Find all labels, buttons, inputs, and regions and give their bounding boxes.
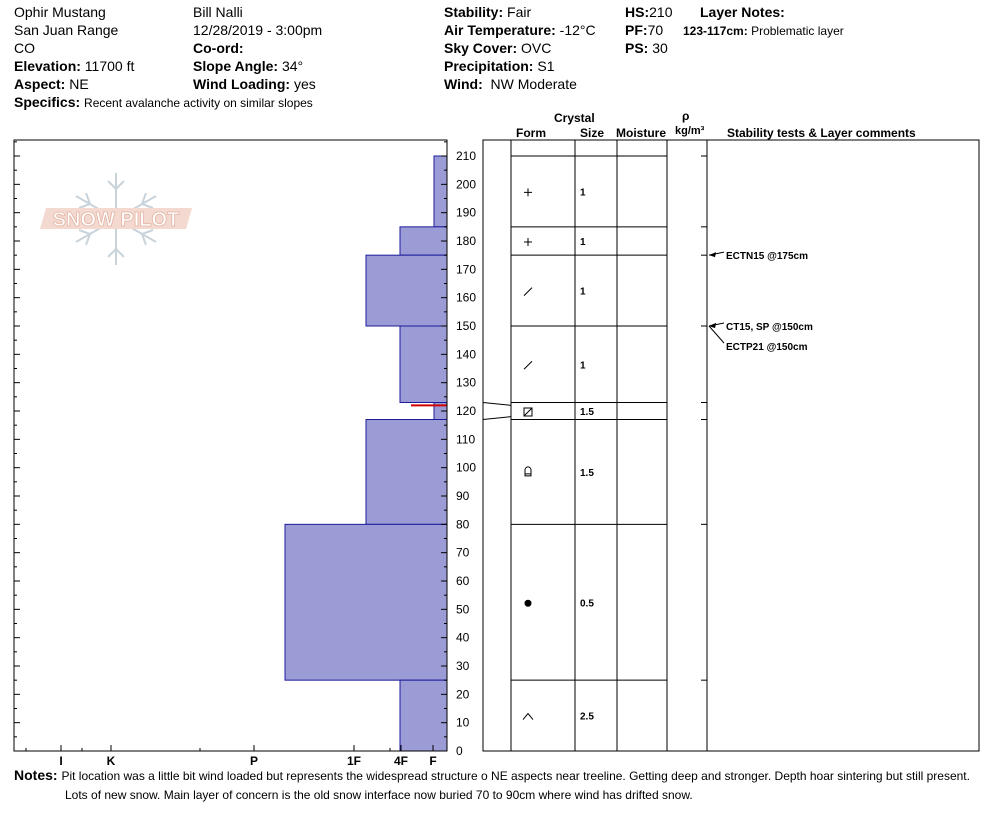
hardness-bar-1	[400, 227, 447, 255]
depth-label-130: 130	[456, 375, 477, 390]
crystal-size-3: 1	[580, 360, 586, 372]
coord-label: Co-ord:	[193, 40, 244, 56]
depth-label-80: 80	[456, 517, 470, 532]
depth-label-60: 60	[456, 574, 470, 589]
depth-label-150: 150	[456, 319, 477, 334]
depth-label-30: 30	[456, 659, 470, 674]
stability-label: Stability:	[444, 4, 504, 20]
crystal-form-box-4	[524, 408, 532, 416]
crystal-size-0: 1	[580, 187, 586, 199]
crystal-size-2: 1	[580, 286, 586, 298]
snow-pilot-logo	[40, 173, 192, 265]
crystal-size-4: 1.5	[580, 407, 594, 419]
hardness-label-4F: 4F	[393, 754, 409, 768]
hardness-profile	[285, 156, 447, 751]
depth-label-90: 90	[456, 489, 470, 504]
hardness-label-P: P	[249, 754, 259, 768]
aspect-value: NE	[69, 76, 89, 92]
moisture-header: Moisture	[616, 126, 667, 140]
crystal-header: Crystal	[554, 111, 595, 125]
air-temp-value: -12°C	[559, 22, 596, 38]
wind-label: Wind:	[444, 76, 483, 92]
depth-label-0: 0	[456, 744, 463, 758]
specifics-value: Recent avalanche activity on similar slopes	[84, 96, 313, 110]
density-unit-header: kg/m³	[675, 125, 705, 137]
layer-note-range: 123-117cm:	[683, 24, 748, 38]
hardness-bar-0	[434, 156, 447, 227]
depth-label-140: 140	[456, 347, 477, 362]
aspect-label: Aspect:	[14, 76, 66, 92]
crystal-form-caret-7	[523, 714, 533, 720]
hardness-bar-3	[400, 326, 447, 402]
stability-header: Stability tests & Layer comments	[727, 126, 916, 140]
size-header: Size	[580, 126, 605, 140]
rho-header: ρ	[682, 109, 690, 123]
notes-line-2: Lots of new snow. Main layer of concern is the old snow interface now buried 70 to 90cm where wind has drifted snow.	[65, 788, 693, 802]
slope-label: Slope Angle:	[193, 58, 279, 74]
stability-tests	[709, 251, 813, 353]
elevation-label: Elevation:	[14, 58, 81, 74]
depth-label-200: 200	[456, 177, 477, 192]
logo-text: SNOW PILOT	[52, 209, 180, 231]
location-name: Ophir Mustang	[14, 4, 106, 20]
depth-label-50: 50	[456, 602, 470, 617]
mountain-range: San Juan Range	[14, 22, 119, 38]
depth-label-210: 210	[456, 149, 477, 164]
layer-table	[483, 156, 707, 723]
connector-123	[483, 403, 511, 406]
hardness-bar-6	[285, 524, 447, 680]
depth-label-70: 70	[456, 545, 470, 560]
depth-label-190: 190	[456, 205, 477, 220]
hardness-label-I: I	[59, 754, 63, 768]
hs-value: 210	[649, 4, 673, 20]
crystal-form-cup-5	[525, 467, 531, 476]
elevation-value: 11700 ft	[84, 58, 135, 74]
pf-label: PF:	[625, 22, 648, 38]
crystal-size-7: 2.5	[580, 711, 594, 723]
hardness-label-1F: 1F	[346, 754, 362, 768]
depth-label-100: 100	[456, 460, 477, 475]
observer: Bill Nalli	[193, 4, 243, 20]
layer-notes-label: Layer Notes:	[700, 4, 785, 20]
state: CO	[14, 40, 35, 56]
wind-loading-value: yes	[293, 76, 316, 92]
precip-label: Precipitation:	[444, 58, 534, 74]
stability-value: Fair	[507, 4, 532, 20]
pf-value: 70	[647, 22, 664, 38]
test-label-0: ECTN15 @175cm	[726, 251, 809, 263]
sky-value: OVC	[521, 40, 552, 56]
depth-label-110: 110	[456, 432, 476, 447]
test-pointer-2	[709, 326, 724, 343]
hardness-label-K: K	[106, 754, 116, 768]
wind-loading-label: Wind Loading:	[193, 76, 291, 92]
depth-label-20: 20	[456, 687, 470, 702]
crystal-form-plus-1	[524, 238, 532, 246]
hardness-bar-2	[366, 255, 447, 326]
layer-note-text: Problematic layer	[751, 24, 844, 38]
test-label-2: ECTP21 @150cm	[726, 342, 808, 354]
crystal-form-dot-6	[525, 600, 532, 607]
depth-label-40: 40	[456, 630, 470, 645]
notes-label: Notes:	[14, 767, 58, 783]
hardness-bar-5	[366, 420, 447, 525]
connector-117	[483, 417, 511, 420]
hardness-axis	[26, 745, 437, 768]
datetime: 12/28/2019 - 3:00pm	[193, 22, 323, 38]
form-header: Form	[516, 126, 546, 140]
chart-frames	[14, 140, 979, 751]
wind-value: NW Moderate	[490, 76, 577, 92]
air-temp-label: Air Temperature:	[444, 22, 556, 38]
depth-label-120: 120	[456, 404, 477, 419]
hardness-label-F: F	[429, 754, 437, 768]
ps-label: PS:	[625, 40, 649, 56]
notes-line-1: Pit location was a little bit wind loaded but represents the widespread structure o NE aspects near treeline. Getting deep and stronger. Depth hoar sintering but still present.	[61, 769, 970, 783]
slope-value: 34°	[281, 58, 304, 74]
crystal-size-6: 0.5	[580, 598, 594, 610]
sky-label: Sky Cover:	[444, 40, 518, 56]
crystal-form-plus-0	[524, 188, 532, 196]
table-frame	[483, 140, 979, 751]
ps-value: 30	[652, 40, 668, 56]
depth-label-10: 10	[456, 715, 470, 730]
crystal-form-slash-2	[524, 288, 532, 296]
specifics-label: Specifics:	[14, 94, 81, 110]
hs-label: HS:	[625, 4, 650, 20]
test-label-1: CT15, SP @150cm	[726, 322, 813, 334]
hardness-bar-7	[400, 680, 447, 751]
depth-label-170: 170	[456, 262, 477, 277]
notes	[14, 767, 970, 784]
depth-label-180: 180	[456, 234, 477, 249]
crystal-size-1: 1	[580, 237, 586, 249]
depth-label-160: 160	[456, 290, 477, 305]
crystal-size-5: 1.5	[580, 467, 594, 479]
precip-value: S1	[537, 58, 555, 74]
crystal-form-slash-3	[524, 361, 532, 369]
